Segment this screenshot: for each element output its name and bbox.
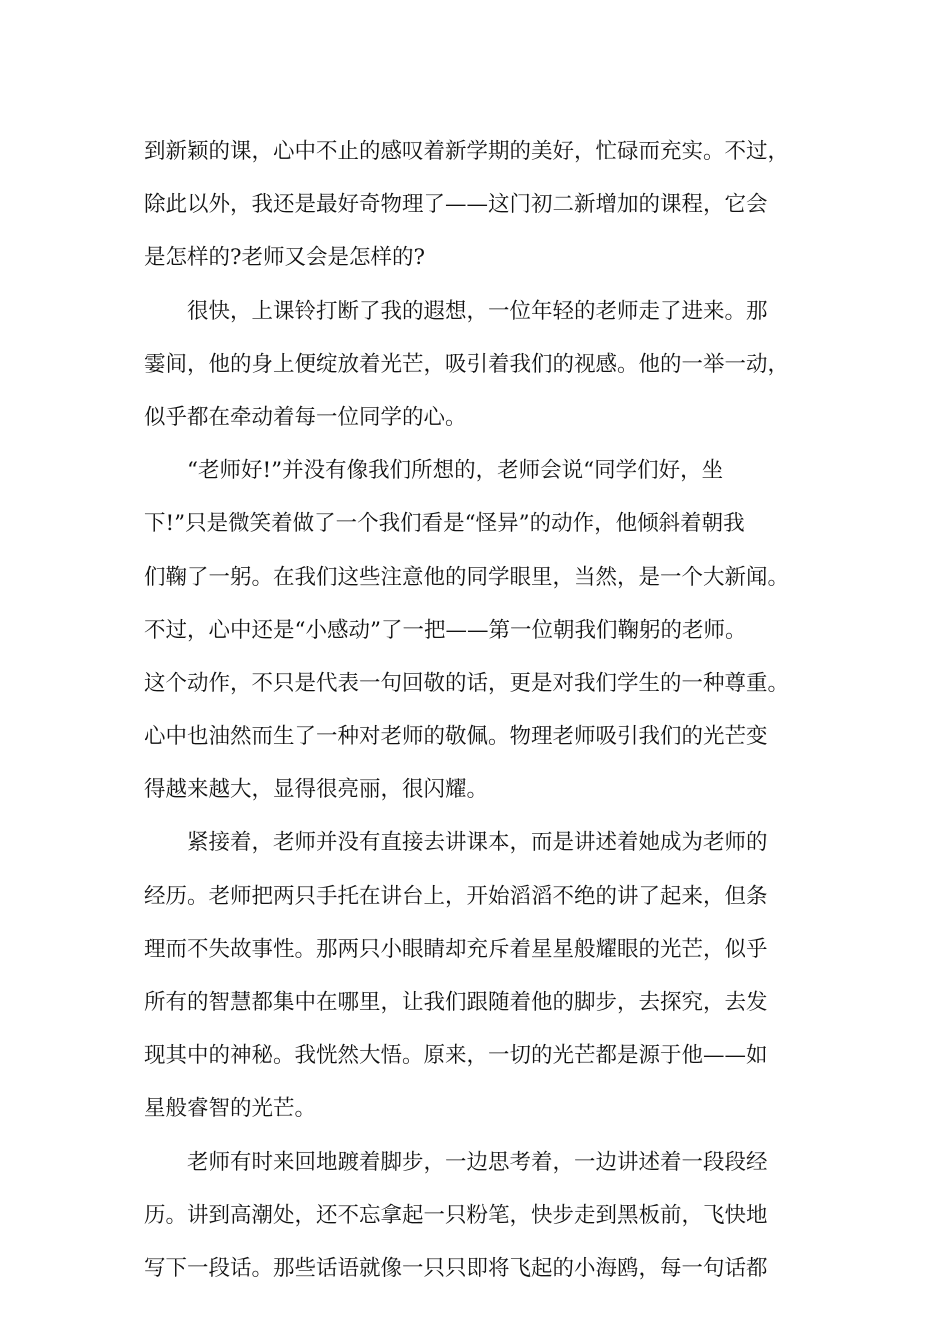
text-line: 很快，上课铃打断了我的遐想，一位年轻的老师走了进来。那: [187, 298, 768, 324]
text-line: 星般睿智的光芒。: [144, 1096, 317, 1122]
text-line: “老师好!”并没有像我们所想的，老师会说“同学们好，坐: [187, 458, 724, 484]
paragraph-2: [144, 285, 808, 445]
text-line: 现其中的神秘。我恍然大悟。原来，一切的光芒都是源于他——如: [144, 1043, 768, 1069]
paragraph-1: [144, 125, 808, 285]
text-line: 是怎样的?老师又会是怎样的?: [144, 245, 426, 271]
text-line: 到新颖的课，心中不止的感叹着新学期的美好，忙碌而充实。不过，: [144, 139, 790, 164]
text-line: 们鞠了一躬。在我们这些注意他的同学眼里，当然，是一个大新闻。: [144, 564, 790, 590]
text-line: 心中也油然而生了一种对老师的敬佩。物理老师吸引我们的光芒变: [144, 724, 768, 750]
text-line: 历。讲到高潮处，还不忘拿起一只粉笔，快步走到黑板前，飞快地: [144, 1202, 768, 1228]
text-line: 经历。老师把两只手托在讲台上，开始滔滔不绝的讲了起来，但条: [144, 883, 768, 909]
text-line: 这个动作，不只是代表一句回敬的话，更是对我们学生的一种尊重。: [144, 670, 790, 696]
text-line: 老师有时来回地踱着脚步，一边思考着，一边讲述着一段段经: [187, 1149, 768, 1175]
text-line: 得越来越大，显得很亮丽，很闪耀。: [144, 777, 489, 803]
text-line: 不过，心中还是“小感动”了一把——第一位朝我们鞠躬的老师。: [144, 617, 747, 643]
text-line: 霎间，他的身上便绽放着光芒，吸引着我们的视感。他的一举一动，: [144, 351, 790, 377]
document-body: [144, 125, 808, 1295]
text-line: 下!”只是微笑着做了一个我们看是“怪异”的动作，他倾斜着朝我: [144, 511, 745, 537]
text-line: 紧接着，老师并没有直接去讲课本，而是讲述着她成为老师的: [187, 830, 768, 856]
paragraph-5: [144, 1136, 808, 1296]
text-line: 所有的智慧都集中在哪里，让我们跟随着他的脚步，去探究，去发: [144, 990, 768, 1015]
paragraph-3: [144, 444, 808, 816]
text-line: 理而不失故事性。那两只小眼睛却充斥着星星般耀眼的光芒，似乎: [144, 936, 768, 962]
text-line: 似乎都在牵动着每一位同学的心。: [144, 404, 467, 430]
text-line: 写下一段话。那些话语就像一只只即将飞起的小海鸥，每一句话都: [144, 1255, 768, 1281]
paragraph-4: [144, 816, 808, 1135]
text-line: 除此以外，我还是最好奇物理了——这门初二新增加的课程，它会: [144, 192, 768, 218]
